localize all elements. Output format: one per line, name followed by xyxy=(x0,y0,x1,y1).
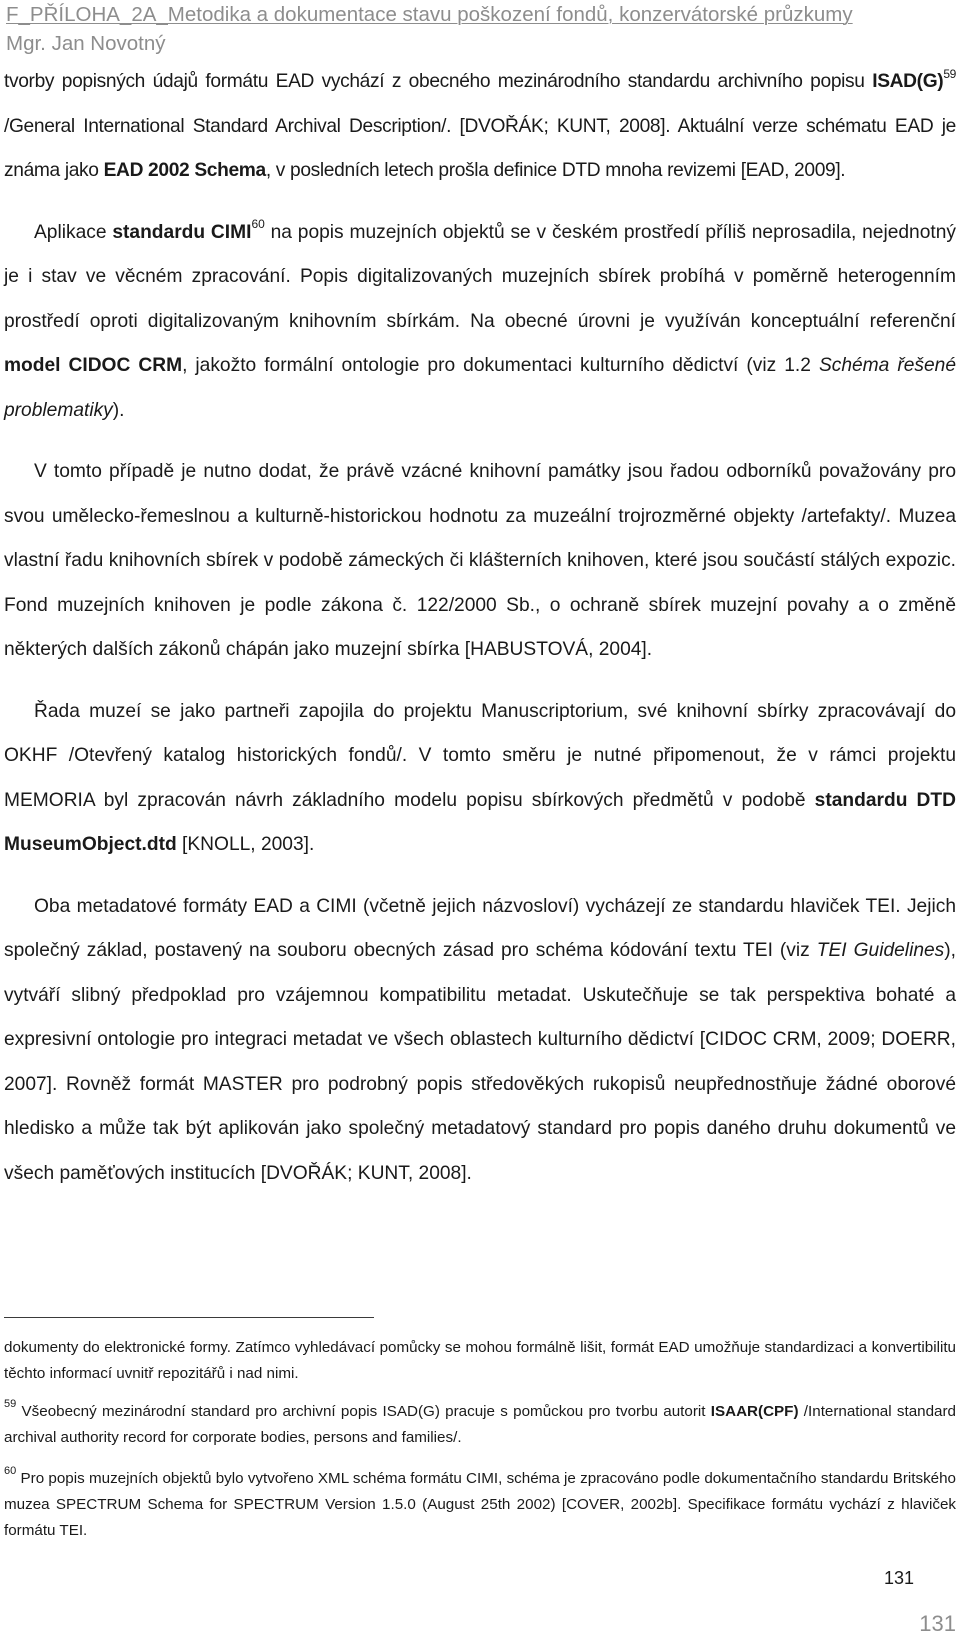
text: Všeobecný mezinárodní standard pro archivní popis ISAD(G) pracuje s pomůckou pro tvorbu autorit xyxy=(16,1403,711,1420)
paragraph-manuscriptorium xyxy=(4,690,956,868)
text: V tomto případě je nutno dodat, že právě vzácné knihovní památky jsou řadou odborníků považovány pro svou umělecko-řemeslnou a kulturně-historickou hodnotu za muzeální trojrozměrné objekty /artefakty/. Muzea vlastní řadu knihovních sbírek v podobě zámeckých či klášterních knihoven, které jsou součástí stálých expozic. Fond muzejních knihoven je podle zákona č. 122/2000 Sb., o ochraně sbírek muzejní povahy a o změně některých dalších zákonů chápán jako muzejní sbírka [HABUSTOVÁ, 2004]. xyxy=(4,461,956,660)
footnote-ref-59[interactable]: 59 xyxy=(943,66,956,81)
bold-term: model CIDOC CRM xyxy=(4,355,183,376)
text: tvorby popisných údajů formátu EAD vychází z obecného mezinárodního standardu archivního popisu xyxy=(4,71,873,92)
footnote-59 xyxy=(4,1399,956,1451)
text: ), vytváří slibný předpoklad pro vzájemnou kompatibilitu metadat. Uskutečňuje se tak perspektiva bohaté a expresivní ontologie pro integraci metadat ve všech oblastech kulturního dědictví [CIDOC CRM, 2009; DOERR, 2007]. Rovněž formát MASTER pro podrobný popis středověkých rukopisů neupřednostňuje žádné oborové hledisko a může tak být aplikován jako společný metadatový standard pro popis daného druhu dokumentů ve všech paměťových institucích [DVOŘÁK; KUNT, 2008]. xyxy=(4,940,956,1184)
page-corner-number: 131 xyxy=(919,1611,956,1636)
text: na popis muzejních objektů se v českém prostředí příliš neprosadila, nejednotný je i stav ve věcném zpracování. Popis digitalizovaných muzejních sbírek probíhá v poměrně heterogenním prostředí oproti digitalizovaným knihovním sbírkám. Na obecné úrovni je využíván konceptuální referenční xyxy=(4,221,956,332)
footnote-number: 59 xyxy=(4,1397,17,1410)
page-number: 131 xyxy=(883,1568,914,1588)
header-author: Mgr. Jan Novotný xyxy=(6,32,166,55)
text: , jakožto formální ontologie pro dokumentaci kulturního dědictví (viz 1.2 xyxy=(182,355,819,376)
text: , v posledních letech prošla definice DTD mnoha revizemi [EAD, 2009]. xyxy=(265,160,846,181)
italic-reference: TEI Guidelines xyxy=(816,940,945,961)
footnote-number: 60 xyxy=(4,1464,17,1477)
main-text xyxy=(4,60,956,1196)
text: /International standard archival authority record for corporate bodies, persons and families/. xyxy=(4,1403,957,1446)
footnote-separator xyxy=(4,1317,374,1318)
text: Oba metadatové formáty EAD a CIMI (včetně jejich názvosloví) vycházejí ze standardu hlaviček TEI. Jejich společný základ, postavený na souboru obecných zásad pro schéma kódování textu TEI (viz xyxy=(4,895,956,961)
text: [KNOLL, 2003]. xyxy=(176,834,315,855)
footnote-ref-60[interactable]: 60 xyxy=(251,217,265,232)
paragraph-metadata-formats xyxy=(4,885,956,1197)
header-title: F_PŘÍLOHA_2A_Metodika a dokumentace stavu poškození fondů, konzervátorské průzkumy xyxy=(6,3,853,26)
bold-term: standardu DTD MuseumObject.dtd xyxy=(4,789,956,855)
text: /General International Standard Archival Description/. [DVOŘÁK; KUNT, 2008]. Aktuální verze schématu EAD je známa jako xyxy=(4,115,956,181)
italic-reference: Schéma řešené problematiky xyxy=(4,355,957,421)
page-header xyxy=(6,0,954,58)
text: Pro popis muzejních objektů bylo vytvořeno XML schéma formátu CIMI, schéma je zpracováno podle dokumentačního standardu Britského muzea SPECTRUM Schema for SPECTRUM Version 1.5.0 (August 25th 2002) [COVER, 2002b]. Specifikace formátu vychází z hlaviček formátu TEI. xyxy=(4,1470,956,1539)
footnote-continuation: dokumenty do elektronické formy. Zatímco vyhledávací pomůcky se mohou formálně lišit, formát EAD umožňuje standardizaci a konvertibilitu těchto informací uvnitř repozitářů i nad nimi. xyxy=(4,1339,956,1382)
bold-term: EAD 2002 Schema xyxy=(103,160,266,181)
bold-term: ISAAR(CPF) xyxy=(710,1403,799,1420)
paragraph-museum-libraries xyxy=(4,450,956,673)
bold-term: ISAD(G) xyxy=(872,71,944,92)
bold-term: standardu CIMI xyxy=(112,221,252,243)
footnote-60 xyxy=(4,1466,956,1544)
text: Řada muzeí se jako partneři zapojila do projektu Manuscriptorium, své knihovní sbírky zpracovávají do OKHF /Otevřený katalog historických fondů/. V tomto směru je nutné připomenout, že v rámci projektu MEMORIA byl zpracován návrh základního modelu popisu sbírkových předmětů v podobě xyxy=(4,700,956,811)
paragraph-cimi xyxy=(4,211,956,434)
footnotes xyxy=(4,1335,956,1559)
paragraph-ead xyxy=(4,60,956,194)
text: Aplikace xyxy=(34,221,113,243)
text: ). xyxy=(112,399,125,421)
